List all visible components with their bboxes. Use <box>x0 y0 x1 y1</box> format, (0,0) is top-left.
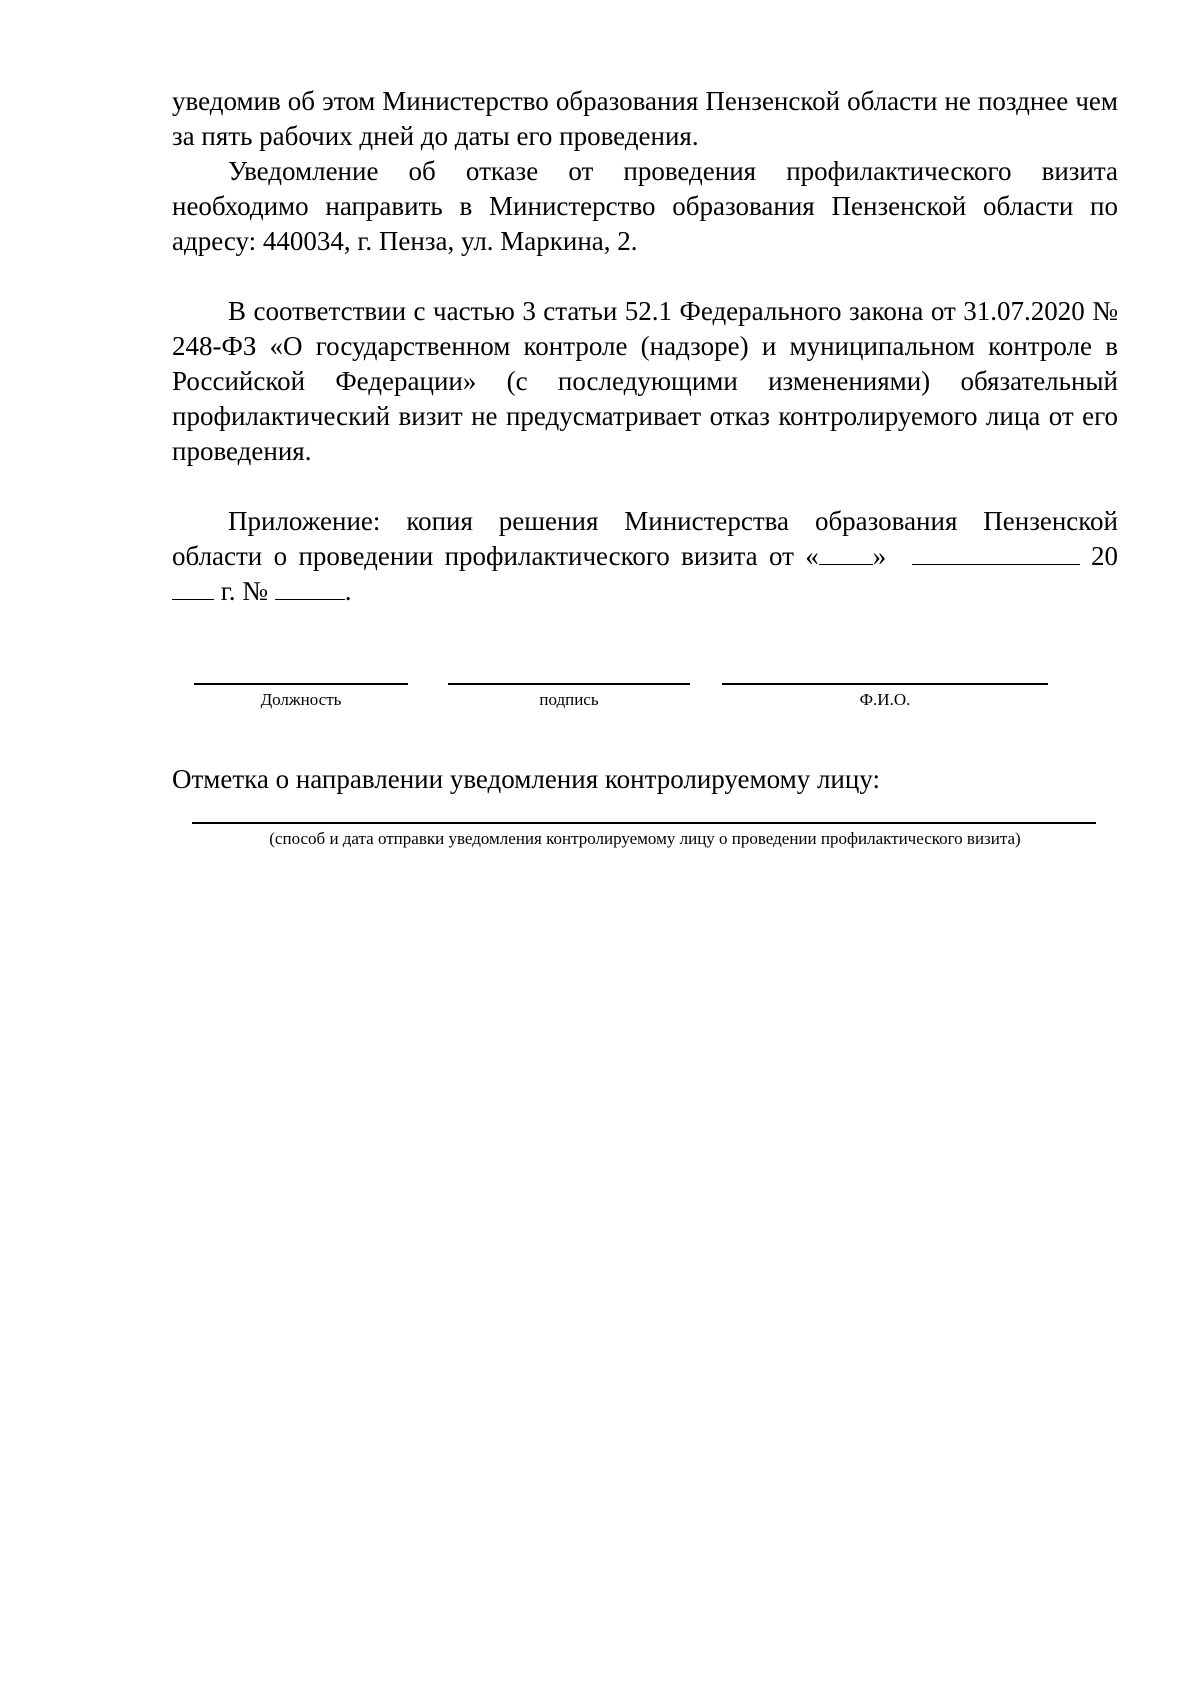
paragraph-refusal-address: Уведомление об отказе от проведения профилактического визита необходимо направить в Министерство образования Пензенской области по адресу: 440034, г. Пенза, ул. Маркина, 2. <box>172 156 1118 256</box>
position-caption: Должность <box>260 690 342 709</box>
notification-mark-line <box>192 822 1096 824</box>
position-line <box>194 683 408 685</box>
number-label: г. № <box>220 576 269 606</box>
signature-line <box>448 683 690 685</box>
number-blank <box>275 579 345 600</box>
day-blank <box>819 544 873 565</box>
attachment-period: . <box>344 576 352 606</box>
paragraph-legal-basis: В соответствии с частью 3 статьи 52.1 Федерального закона от 31.07.2020 № 248-ФЗ «О государственном контроле (надзоре) и муниципальном контроле в Российской Федерации» (с последующими изменениями) обязательный профилактический визит не предусматривает отказ контролируемого лица от его проведения. <box>172 296 1118 466</box>
signature-caption: подпись <box>539 690 599 709</box>
month-blank <box>912 544 1080 565</box>
year-prefix: 20 <box>1091 541 1119 571</box>
notification-mark-label: Отметка о направлении уведомления контролируемому лицу: <box>172 764 880 794</box>
name-caption: Ф.И.О. <box>859 690 911 709</box>
paragraph-notice-deadline: уведомив об этом Министерство образования Пензенской области не позднее чем за пять рабочих дней до даты его проведения. <box>172 86 1118 151</box>
attachment-text: Приложение: копия решения Министерства образования Пензенской области о проведении профилактического визита от « <box>172 506 1118 571</box>
notification-mark-caption: (способ и дата отправки уведомления контролируемому лицу о проведении профилактического визита) <box>269 829 1021 848</box>
paragraph-attachment <box>172 504 1118 609</box>
year-blank <box>172 579 214 600</box>
quote-close: » <box>872 541 887 571</box>
name-line <box>722 683 1048 685</box>
